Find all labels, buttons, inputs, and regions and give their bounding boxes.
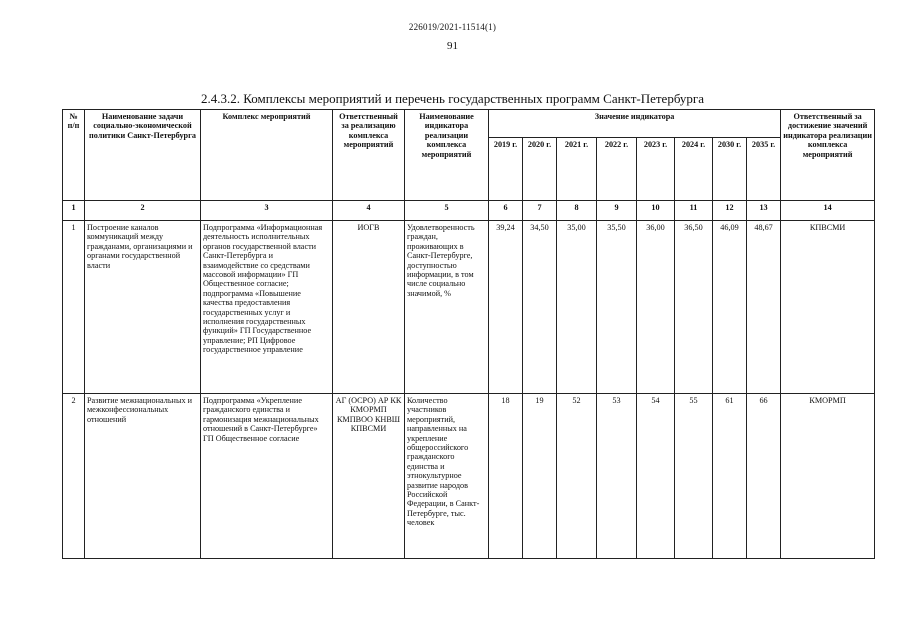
row-value-2030: 46,09 — [713, 221, 747, 394]
row-value-2019: 18 — [489, 394, 523, 559]
row-responsible-result: КПВСМИ — [781, 221, 875, 394]
header-responsible-result: Ответственный за достижение значений индикатора реализации комплекса мероприятий — [781, 110, 875, 201]
col-num-8: 8 — [557, 201, 597, 221]
row-value-2019: 39,24 — [489, 221, 523, 394]
column-number-row — [63, 201, 875, 221]
row-task: Развитие межнациональных и межконфессиональных отношений — [85, 394, 201, 559]
col-num-5: 5 — [405, 201, 489, 221]
row-value-2024: 55 — [675, 394, 713, 559]
col-num-12: 12 — [713, 201, 747, 221]
row-complex: Подпрограмма «Информационная деятельность исполнительных органов государственной власти Санкт-Петербурга и взаимодействие со средствами массовой информации» ГП Общественное согласие; подпрограмма «Повышение качества предоставления государственных услуг и исполнения государственных функций» ГП Государственное управление; РП Цифровое государственное управление — [201, 221, 333, 394]
table-row — [63, 221, 875, 394]
document-id: 226019/2021-11514(1) — [408, 22, 497, 32]
page-number: 91 — [447, 40, 458, 52]
row-value-2030: 61 — [713, 394, 747, 559]
col-num-13: 13 — [747, 201, 781, 221]
col-num-11: 11 — [675, 201, 713, 221]
year-2019: 2019 г. — [489, 138, 523, 201]
row-indicator: Количество участников мероприятий, направленных на укрепление общероссийского гражданского единства и этнокультурное развитие народов Российской Федерации, в Санкт-Петербурге, тыс. человек — [405, 394, 489, 559]
row-responsible: АГ (ОСРО) АР КК КМОРМП КМПВОО КНВШ КПВСМИ — [333, 394, 405, 559]
row-task: Построение каналов коммуникаций между гражданами, организациями и органами государственной власти — [85, 221, 201, 394]
row-value-2022: 53 — [597, 394, 637, 559]
row-value-2023: 36,00 — [637, 221, 675, 394]
header-row — [63, 110, 875, 138]
col-num-2: 2 — [85, 201, 201, 221]
row-responsible-result: КМОРМП — [781, 394, 875, 559]
row-value-2020: 19 — [523, 394, 557, 559]
programs-table — [62, 109, 875, 559]
row-complex: Подпрограмма «Укрепление гражданского единства и гармонизация межнациональных отношений в Санкт-Петербурге» ГП Общественное согласие — [201, 394, 333, 559]
col-num-14: 14 — [781, 201, 875, 221]
row-value-2021: 52 — [557, 394, 597, 559]
year-2021: 2021 г. — [557, 138, 597, 201]
col-num-4: 4 — [333, 201, 405, 221]
row-value-2022: 35,50 — [597, 221, 637, 394]
row-value-2023: 54 — [637, 394, 675, 559]
col-num-1: 1 — [63, 201, 85, 221]
row-value-2021: 35,00 — [557, 221, 597, 394]
row-num: 2 — [63, 394, 85, 559]
header-complex: Комплекс мероприятий — [201, 110, 333, 201]
header-num: № п/п — [63, 110, 85, 201]
row-value-2024: 36,50 — [675, 221, 713, 394]
year-2035: 2035 г. — [747, 138, 781, 201]
year-2030: 2030 г. — [713, 138, 747, 201]
col-num-3: 3 — [201, 201, 333, 221]
header-indicator-value: Значение индикатора — [489, 110, 781, 138]
row-num: 1 — [63, 221, 85, 394]
col-num-9: 9 — [597, 201, 637, 221]
row-value-2035: 48,67 — [747, 221, 781, 394]
year-2023: 2023 г. — [637, 138, 675, 201]
col-num-6: 6 — [489, 201, 523, 221]
table-row — [63, 394, 875, 559]
section-title: 2.4.3.2. Комплексы мероприятий и перечень государственных программ Санкт-Петербурга — [200, 91, 705, 106]
row-responsible: ИОГВ — [333, 221, 405, 394]
row-value-2020: 34,50 — [523, 221, 557, 394]
year-2022: 2022 г. — [597, 138, 637, 201]
year-2020: 2020 г. — [523, 138, 557, 201]
col-num-7: 7 — [523, 201, 557, 221]
row-indicator: Удовлетворенность граждан, проживающих в Санкт-Петербурге, доступностью информации, в том числе социально значимой, % — [405, 221, 489, 394]
row-value-2035: 66 — [747, 394, 781, 559]
header-responsible-complex: Ответственный за реализацию комплекса мероприятий — [333, 110, 405, 201]
header-task: Наименование задачи социально-экономической политики Санкт-Петербурга — [85, 110, 201, 201]
year-2024: 2024 г. — [675, 138, 713, 201]
col-num-10: 10 — [637, 201, 675, 221]
header-indicator: Наименование индикатора реализации комплекса мероприятий — [405, 110, 489, 201]
